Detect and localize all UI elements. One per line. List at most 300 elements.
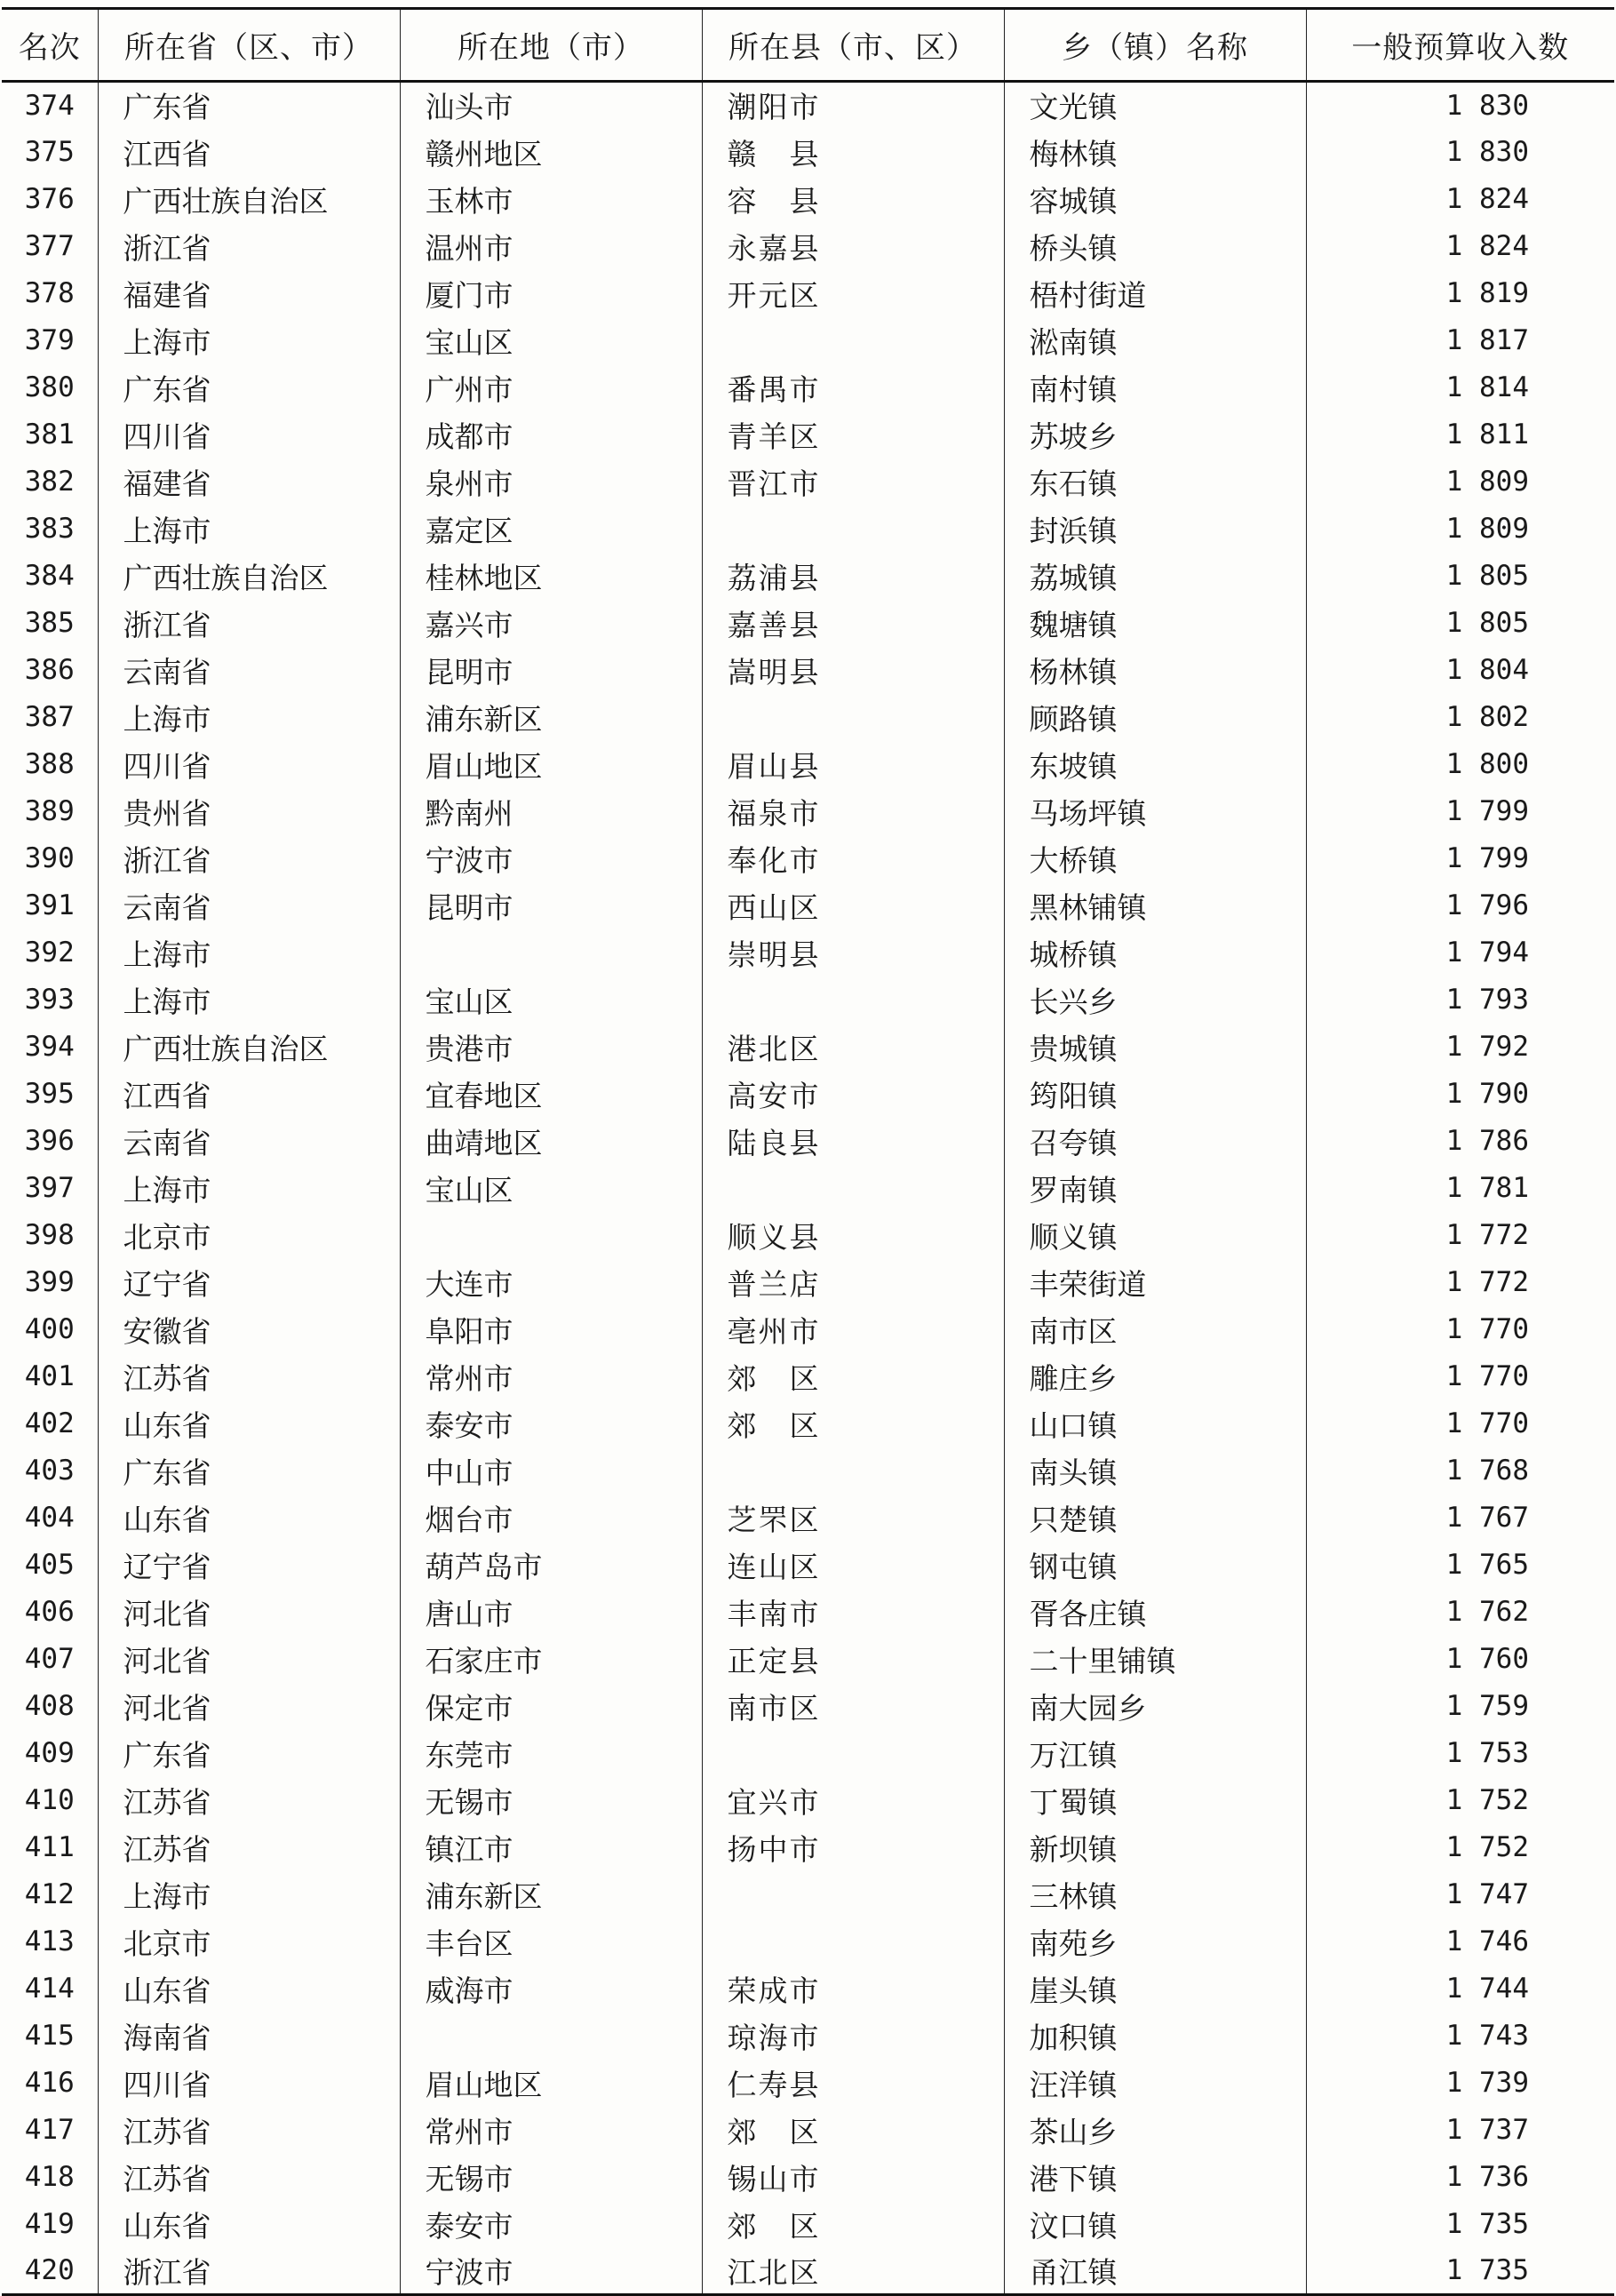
cell-rank: 377 [24, 230, 75, 262]
cell-rank: 390 [24, 842, 75, 874]
cell-rank: 389 [24, 795, 75, 827]
table-row [2, 1871, 1614, 1918]
cell-rank: 399 [24, 1266, 75, 1298]
cell-prefecture: 厦门市 [400, 270, 702, 317]
cell-prefecture: 宝山区 [400, 977, 702, 1024]
cell-prefecture: 东莞市 [400, 1730, 702, 1777]
cell-province: 广东省 [98, 1447, 400, 1495]
cell-rank: 414 [24, 1973, 75, 2005]
township-revenue-table [2, 7, 1614, 2296]
cell-province: 北京市 [98, 1212, 400, 1259]
cell-township: 容城镇 [1004, 176, 1306, 223]
cell-rank: 375 [24, 136, 75, 168]
table-row [2, 1400, 1614, 1447]
cell-province: 上海市 [98, 317, 400, 364]
table-row [2, 270, 1614, 317]
cell-county: 潮阳市 [702, 82, 1004, 129]
cell-prefecture: 常州市 [400, 2107, 702, 2154]
cell-revenue: 1 809 [1306, 506, 1614, 553]
cell-province: 云南省 [98, 1118, 400, 1165]
cell-province: 四川省 [98, 411, 400, 458]
cell-township: 茶山乡 [1004, 2107, 1306, 2154]
cell-township: 万江镇 [1004, 1730, 1306, 1777]
cell-prefecture: 宜春地区 [400, 1071, 702, 1118]
cell-prefecture: 黔南州 [400, 788, 702, 835]
cell-prefecture: 唐山市 [400, 1589, 702, 1636]
table-row [2, 977, 1614, 1024]
cell-prefecture: 温州市 [400, 223, 702, 270]
cell-rank: 411 [24, 1831, 75, 1863]
cell-prefecture: 保定市 [400, 1683, 702, 1730]
cell-prefecture: 桂林地区 [400, 553, 702, 600]
cell-province: 浙江省 [98, 600, 400, 647]
cell-prefecture: 成都市 [400, 411, 702, 458]
cell-rank: 379 [24, 324, 75, 356]
cell-province: 江西省 [98, 129, 400, 176]
cell-prefecture: 宝山区 [400, 317, 702, 364]
cell-rank: 400 [24, 1313, 75, 1345]
table-row [2, 2201, 1614, 2248]
cell-township: 大桥镇 [1004, 835, 1306, 882]
table-row [2, 1259, 1614, 1306]
cell-county: 连山区 [702, 1542, 1004, 1589]
cell-county: 仁寿县 [702, 2060, 1004, 2107]
cell-rank: 395 [24, 1078, 75, 1110]
cell-prefecture: 无锡市 [400, 2154, 702, 2201]
cell-prefecture [400, 1212, 702, 1259]
cell-province: 浙江省 [98, 835, 400, 882]
cell-rank: 376 [24, 183, 75, 215]
cell-county: 晋江市 [702, 458, 1004, 506]
cell-revenue: 1 817 [1306, 317, 1614, 364]
cell-prefecture: 威海市 [400, 1965, 702, 2013]
cell-township: 新坝镇 [1004, 1824, 1306, 1871]
cell-rank: 419 [24, 2208, 75, 2240]
table-row [2, 2060, 1614, 2107]
cell-prefecture: 贵港市 [400, 1024, 702, 1071]
cell-township: 贵城镇 [1004, 1024, 1306, 1071]
table-row [2, 1589, 1614, 1636]
cell-township: 加积镇 [1004, 2013, 1306, 2060]
cell-province: 江西省 [98, 1071, 400, 1118]
cell-township: 南大园乡 [1004, 1683, 1306, 1730]
cell-province: 河北省 [98, 1636, 400, 1683]
table-row [2, 1636, 1614, 1683]
cell-township: 南苑乡 [1004, 1918, 1306, 1965]
cell-revenue: 1 744 [1306, 1965, 1614, 2013]
cell-township: 马场坪镇 [1004, 788, 1306, 835]
cell-county [702, 1730, 1004, 1777]
cell-revenue: 1 792 [1306, 1024, 1614, 1071]
cell-province: 海南省 [98, 2013, 400, 2060]
cell-township: 罗南镇 [1004, 1165, 1306, 1212]
cell-revenue: 1 746 [1306, 1918, 1614, 1965]
cell-rank: 401 [24, 1360, 75, 1392]
table-row [2, 600, 1614, 647]
cell-county: 青羊区 [702, 411, 1004, 458]
cell-revenue: 1 805 [1306, 600, 1614, 647]
cell-province: 北京市 [98, 1918, 400, 1965]
cell-township: 梅林镇 [1004, 129, 1306, 176]
cell-county: 郊 区 [702, 1353, 1004, 1400]
header-revenue: 一般预算收入数 [1306, 9, 1614, 82]
cell-province: 安徽省 [98, 1306, 400, 1353]
cell-revenue: 1 824 [1306, 176, 1614, 223]
cell-province: 贵州省 [98, 788, 400, 835]
cell-revenue: 1 772 [1306, 1259, 1614, 1306]
cell-township: 山口镇 [1004, 1400, 1306, 1447]
table-header [2, 9, 1614, 82]
cell-revenue: 1 796 [1306, 882, 1614, 929]
cell-township: 荔城镇 [1004, 553, 1306, 600]
cell-revenue: 1 819 [1306, 270, 1614, 317]
cell-revenue: 1 765 [1306, 1542, 1614, 1589]
cell-rank: 381 [24, 419, 75, 450]
cell-revenue: 1 752 [1306, 1777, 1614, 1824]
cell-province: 江苏省 [98, 1353, 400, 1400]
cell-county: 顺义县 [702, 1212, 1004, 1259]
cell-prefecture: 浦东新区 [400, 1871, 702, 1918]
table-row [2, 1071, 1614, 1118]
cell-province: 河北省 [98, 1589, 400, 1636]
cell-revenue: 1 830 [1306, 129, 1614, 176]
cell-prefecture: 烟台市 [400, 1495, 702, 1542]
table-row [2, 506, 1614, 553]
cell-prefecture: 宁波市 [400, 2248, 702, 2295]
cell-rank: 402 [24, 1407, 75, 1439]
cell-county [702, 1918, 1004, 1965]
table-row [2, 1212, 1614, 1259]
cell-province: 江苏省 [98, 2154, 400, 2201]
cell-township: 甬江镇 [1004, 2248, 1306, 2295]
table-row [2, 1730, 1614, 1777]
header-rank: 名次 [2, 9, 98, 82]
cell-revenue: 1 770 [1306, 1400, 1614, 1447]
cell-rank: 409 [24, 1737, 75, 1769]
cell-province: 云南省 [98, 647, 400, 694]
cell-township: 封浜镇 [1004, 506, 1306, 553]
cell-township: 南市区 [1004, 1306, 1306, 1353]
cell-rank: 383 [24, 513, 75, 545]
cell-prefecture: 宝山区 [400, 1165, 702, 1212]
cell-township: 顺义镇 [1004, 1212, 1306, 1259]
cell-prefecture: 昆明市 [400, 882, 702, 929]
cell-county: 荣成市 [702, 1965, 1004, 2013]
cell-township: 三林镇 [1004, 1871, 1306, 1918]
cell-prefecture [400, 929, 702, 977]
cell-county: 西山区 [702, 882, 1004, 929]
cell-revenue: 1 814 [1306, 364, 1614, 411]
cell-province: 广西壮族自治区 [98, 1024, 400, 1071]
cell-county: 丰南市 [702, 1589, 1004, 1636]
cell-rank: 378 [24, 277, 75, 309]
cell-province: 山东省 [98, 1495, 400, 1542]
table-row [2, 317, 1614, 364]
cell-township: 淞南镇 [1004, 317, 1306, 364]
cell-county: 崇明县 [702, 929, 1004, 977]
cell-county [702, 317, 1004, 364]
cell-rank: 420 [2, 2248, 98, 2295]
cell-township: 梧村街道 [1004, 270, 1306, 317]
cell-rank: 380 [24, 371, 75, 403]
header-prefecture: 所在地（市） [400, 9, 702, 82]
cell-province: 福建省 [98, 270, 400, 317]
cell-township: 南村镇 [1004, 364, 1306, 411]
cell-county: 郊 区 [702, 1400, 1004, 1447]
table-row [2, 2154, 1614, 2201]
cell-rank: 388 [24, 748, 75, 780]
cell-province: 江苏省 [98, 2107, 400, 2154]
cell-rank: 396 [24, 1125, 75, 1157]
table-row [2, 741, 1614, 788]
cell-township: 崖头镇 [1004, 1965, 1306, 2013]
table-row [2, 1777, 1614, 1824]
cell-rank: 407 [24, 1643, 75, 1675]
table-row [2, 82, 1614, 129]
cell-province: 河北省 [98, 1683, 400, 1730]
cell-rank: 393 [24, 984, 75, 1016]
table-body [2, 82, 1614, 2295]
cell-rank: 416 [24, 2067, 75, 2099]
cell-prefecture: 昆明市 [400, 647, 702, 694]
cell-revenue: 1 743 [1306, 2013, 1614, 2060]
table-row [2, 694, 1614, 741]
cell-county: 嘉善县 [702, 600, 1004, 647]
cell-rank: 404 [24, 1502, 75, 1534]
cell-province: 四川省 [98, 741, 400, 788]
cell-county: 扬中市 [702, 1824, 1004, 1871]
cell-township: 顾路镇 [1004, 694, 1306, 741]
cell-township: 雕庄乡 [1004, 1353, 1306, 1400]
table-row [2, 788, 1614, 835]
cell-province: 上海市 [98, 929, 400, 977]
cell-revenue: 1 735 [1306, 2248, 1614, 2295]
cell-rank: 386 [24, 654, 75, 686]
cell-revenue: 1 786 [1306, 1118, 1614, 1165]
cell-province: 山东省 [98, 1400, 400, 1447]
cell-county: 福泉市 [702, 788, 1004, 835]
cell-revenue: 1 793 [1306, 977, 1614, 1024]
cell-township: 黑林铺镇 [1004, 882, 1306, 929]
cell-prefecture: 眉山地区 [400, 741, 702, 788]
header-province: 所在省（区、市） [98, 9, 400, 82]
cell-revenue: 1 767 [1306, 1495, 1614, 1542]
table-row [2, 1353, 1614, 1400]
table-row [2, 1447, 1614, 1495]
cell-revenue: 1 739 [1306, 2060, 1614, 2107]
table-row [2, 458, 1614, 506]
cell-rank: 397 [24, 1172, 75, 1204]
cell-prefecture: 泰安市 [400, 2201, 702, 2248]
cell-township: 汶口镇 [1004, 2201, 1306, 2248]
cell-revenue: 1 811 [1306, 411, 1614, 458]
cell-revenue: 1 799 [1306, 835, 1614, 882]
table-row [2, 2107, 1614, 2154]
cell-province: 浙江省 [98, 2248, 400, 2295]
cell-county [702, 1165, 1004, 1212]
cell-rank: 410 [24, 1784, 75, 1816]
cell-prefecture: 无锡市 [400, 1777, 702, 1824]
cell-revenue: 1 799 [1306, 788, 1614, 835]
cell-revenue: 1 794 [1306, 929, 1614, 977]
table-row [2, 2248, 1614, 2295]
cell-county: 陆良县 [702, 1118, 1004, 1165]
cell-county: 眉山县 [702, 741, 1004, 788]
cell-province: 江苏省 [98, 1824, 400, 1871]
cell-county: 郊 区 [702, 2107, 1004, 2154]
cell-prefecture: 眉山地区 [400, 2060, 702, 2107]
cell-prefecture: 广州市 [400, 364, 702, 411]
cell-rank: 391 [24, 889, 75, 921]
cell-rank: 415 [24, 2020, 75, 2052]
cell-county: 普兰店 [702, 1259, 1004, 1306]
cell-county: 郊 区 [702, 2201, 1004, 2248]
cell-prefecture: 泰安市 [400, 1400, 702, 1447]
cell-township: 东坡镇 [1004, 741, 1306, 788]
cell-township: 城桥镇 [1004, 929, 1306, 977]
cell-prefecture: 阜阳市 [400, 1306, 702, 1353]
cell-prefecture: 镇江市 [400, 1824, 702, 1871]
cell-county: 正定县 [702, 1636, 1004, 1683]
cell-revenue: 1 800 [1306, 741, 1614, 788]
cell-province: 上海市 [98, 1871, 400, 1918]
cell-province: 山东省 [98, 2201, 400, 2248]
cell-province: 福建省 [98, 458, 400, 506]
cell-rank: 406 [24, 1596, 75, 1628]
cell-province: 上海市 [98, 1165, 400, 1212]
cell-revenue: 1 735 [1306, 2201, 1614, 2248]
cell-rank: 413 [24, 1925, 75, 1957]
table-row [2, 129, 1614, 176]
cell-township: 只楚镇 [1004, 1495, 1306, 1542]
cell-township: 钢屯镇 [1004, 1542, 1306, 1589]
cell-prefecture: 嘉定区 [400, 506, 702, 553]
table-row [2, 647, 1614, 694]
table-row [2, 835, 1614, 882]
table-row [2, 553, 1614, 600]
cell-rank: 418 [24, 2161, 75, 2193]
cell-county [702, 977, 1004, 1024]
table-row [2, 364, 1614, 411]
cell-revenue: 1 770 [1306, 1353, 1614, 1400]
cell-revenue: 1 770 [1306, 1306, 1614, 1353]
cell-township: 苏坡乡 [1004, 411, 1306, 458]
cell-province: 辽宁省 [98, 1259, 400, 1306]
cell-revenue: 1 736 [1306, 2154, 1614, 2201]
cell-rank: 412 [24, 1878, 75, 1910]
cell-township: 丰荣街道 [1004, 1259, 1306, 1306]
cell-prefecture [400, 2013, 702, 2060]
cell-rank: 384 [24, 560, 75, 592]
table-row [2, 1118, 1614, 1165]
cell-county: 高安市 [702, 1071, 1004, 1118]
cell-county: 芝罘区 [702, 1495, 1004, 1542]
cell-revenue: 1 768 [1306, 1447, 1614, 1495]
cell-township: 召夸镇 [1004, 1118, 1306, 1165]
cell-township: 胥各庄镇 [1004, 1589, 1306, 1636]
table-row [2, 2013, 1614, 2060]
cell-revenue: 1 809 [1306, 458, 1614, 506]
cell-township: 文光镇 [1004, 82, 1306, 129]
cell-prefecture: 玉林市 [400, 176, 702, 223]
cell-township: 东石镇 [1004, 458, 1306, 506]
table-row [2, 1495, 1614, 1542]
cell-rank: 408 [24, 1690, 75, 1722]
header-township: 乡（镇）名称 [1004, 9, 1306, 82]
cell-province: 浙江省 [98, 223, 400, 270]
cell-prefecture: 葫芦岛市 [400, 1542, 702, 1589]
cell-county: 江北区 [702, 2248, 1004, 2295]
cell-prefecture: 石家庄市 [400, 1636, 702, 1683]
cell-revenue: 1 762 [1306, 1589, 1614, 1636]
cell-county: 赣 县 [702, 129, 1004, 176]
cell-township: 桥头镇 [1004, 223, 1306, 270]
cell-revenue: 1 772 [1306, 1212, 1614, 1259]
cell-province: 广东省 [98, 364, 400, 411]
cell-township: 港下镇 [1004, 2154, 1306, 2201]
cell-province: 广东省 [98, 82, 400, 129]
cell-county [702, 1447, 1004, 1495]
table-row [2, 882, 1614, 929]
cell-province: 云南省 [98, 882, 400, 929]
cell-township: 二十里铺镇 [1004, 1636, 1306, 1683]
cell-prefecture: 赣州地区 [400, 129, 702, 176]
cell-province: 山东省 [98, 1965, 400, 2013]
cell-county: 亳州市 [702, 1306, 1004, 1353]
cell-prefecture: 中山市 [400, 1447, 702, 1495]
cell-county: 永嘉县 [702, 223, 1004, 270]
cell-revenue: 1 830 [1306, 82, 1614, 129]
cell-revenue: 1 753 [1306, 1730, 1614, 1777]
cell-rank: 403 [24, 1455, 75, 1487]
cell-rank: 394 [24, 1031, 75, 1063]
cell-township: 汪洋镇 [1004, 2060, 1306, 2107]
header-row [2, 9, 1614, 82]
cell-county: 琼海市 [702, 2013, 1004, 2060]
cell-township: 筠阳镇 [1004, 1071, 1306, 1118]
cell-township: 长兴乡 [1004, 977, 1306, 1024]
cell-province: 广西壮族自治区 [98, 553, 400, 600]
cell-rank: 405 [24, 1549, 75, 1581]
cell-prefecture: 大连市 [400, 1259, 702, 1306]
table-row [2, 1542, 1614, 1589]
cell-township: 丁蜀镇 [1004, 1777, 1306, 1824]
cell-prefecture: 泉州市 [400, 458, 702, 506]
table-row [2, 929, 1614, 977]
cell-revenue: 1 752 [1306, 1824, 1614, 1871]
cell-province: 广东省 [98, 1730, 400, 1777]
cell-province: 广西壮族自治区 [98, 176, 400, 223]
cell-revenue: 1 737 [1306, 2107, 1614, 2154]
cell-rank: 398 [24, 1219, 75, 1251]
cell-revenue: 1 790 [1306, 1071, 1614, 1118]
cell-county: 锡山市 [702, 2154, 1004, 2201]
cell-county: 南市区 [702, 1683, 1004, 1730]
cell-rank: 392 [24, 937, 75, 969]
cell-county [702, 694, 1004, 741]
cell-county: 港北区 [702, 1024, 1004, 1071]
cell-county: 宜兴市 [702, 1777, 1004, 1824]
table-row [2, 223, 1614, 270]
cell-rank: 387 [24, 701, 75, 733]
cell-province: 上海市 [98, 506, 400, 553]
table-row [2, 1024, 1614, 1071]
cell-revenue: 1 747 [1306, 1871, 1614, 1918]
cell-province: 江苏省 [98, 1777, 400, 1824]
cell-township: 魏塘镇 [1004, 600, 1306, 647]
table-row [2, 1824, 1614, 1871]
cell-prefecture: 浦东新区 [400, 694, 702, 741]
